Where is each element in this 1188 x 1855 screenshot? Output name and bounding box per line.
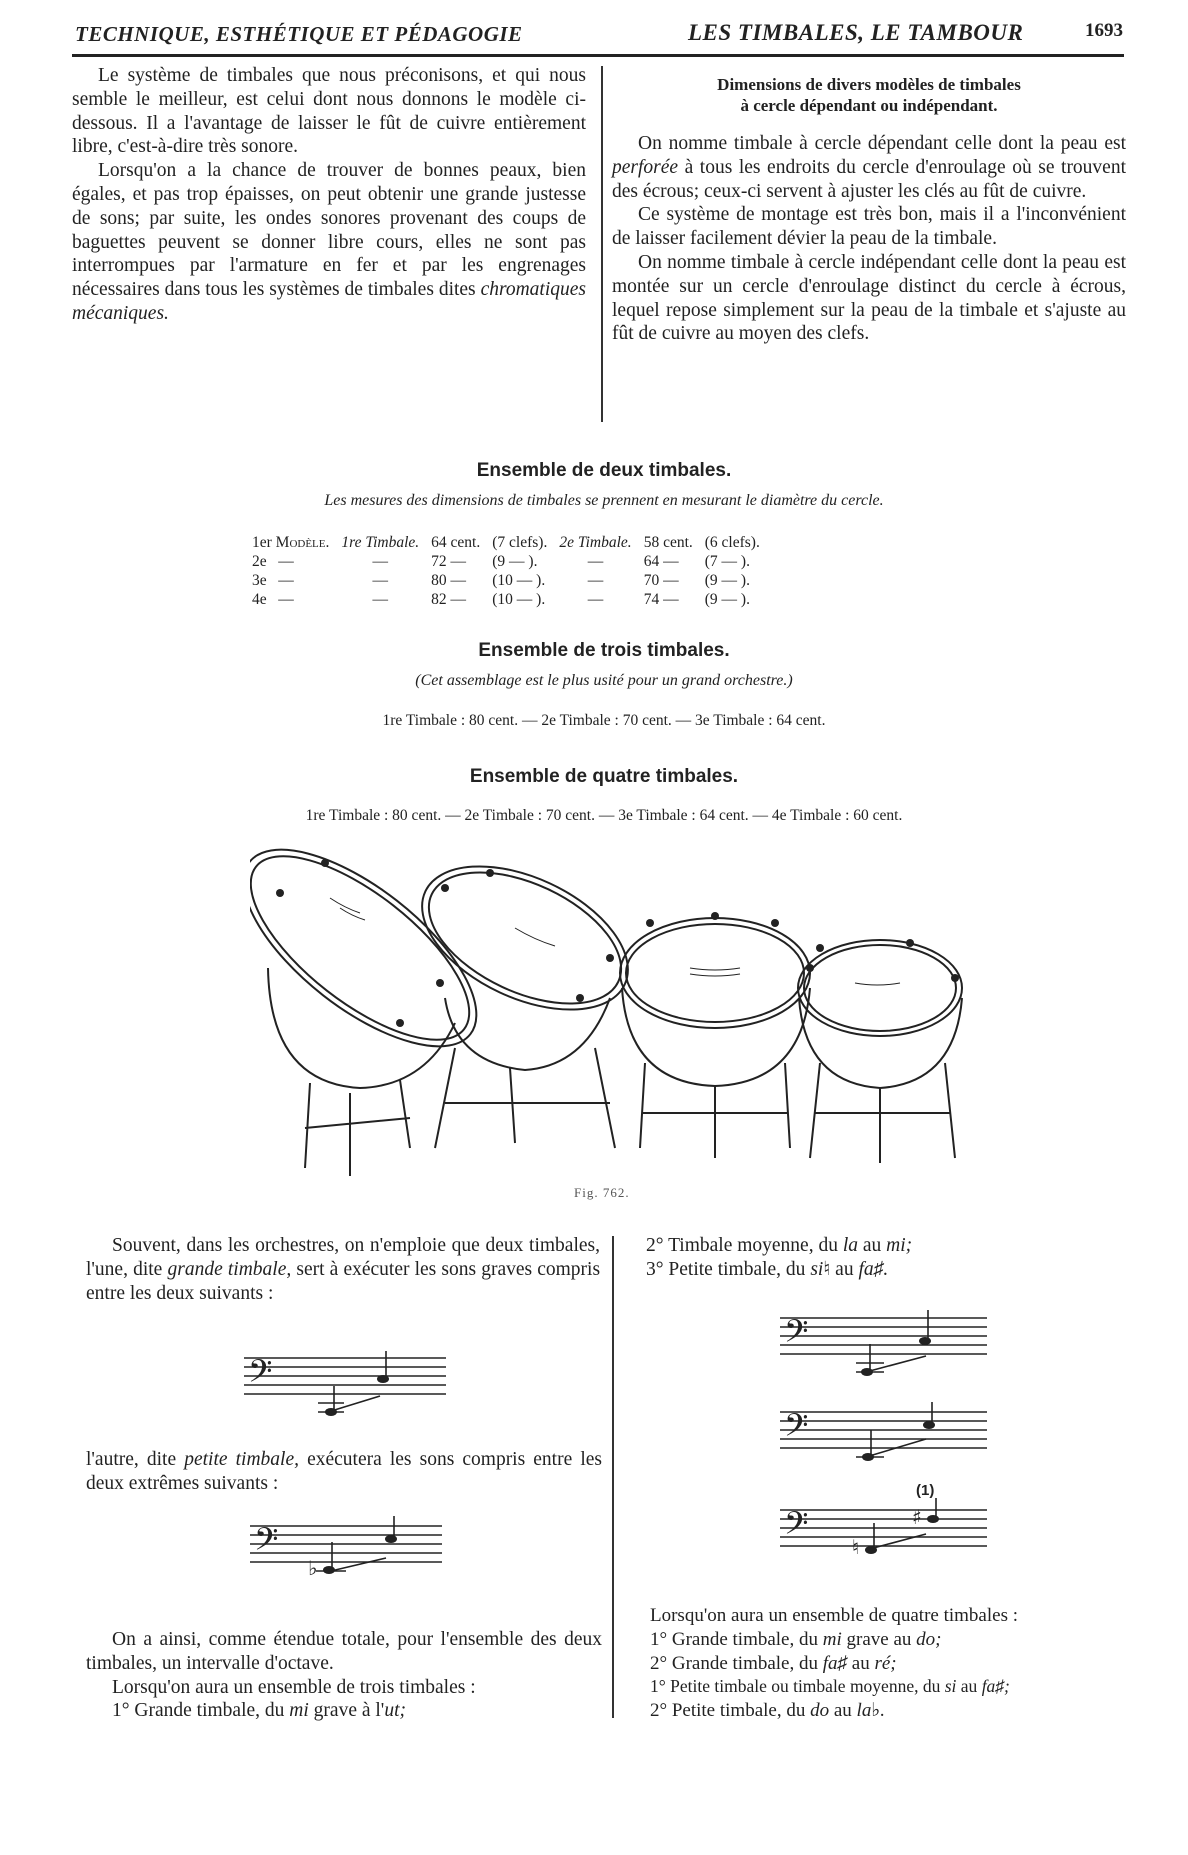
cell: — xyxy=(372,591,389,608)
music-staff-petite-timbale xyxy=(246,1516,446,1586)
cell: (9 — ). xyxy=(704,572,750,589)
left-column-text xyxy=(72,64,586,326)
column-rule xyxy=(612,1236,614,1718)
bottom-left-text xyxy=(86,1234,600,1305)
paragraph: Lorsqu'on aura un ensemble de trois timbales : xyxy=(112,1676,476,1698)
flat-sign-icon: ♭ xyxy=(308,1556,318,1580)
cell: — xyxy=(372,572,389,589)
natural-sign-icon: ♮ xyxy=(852,1535,860,1559)
section-heading: Dimensions de divers modèles de timbales à cercle dépendant ou indépendant. xyxy=(717,75,1021,115)
heading-two-timbales: Ensemble de deux timbales. xyxy=(476,460,732,481)
cell: (6 clefs). xyxy=(704,534,760,551)
cell: 1er Modèle. xyxy=(252,534,330,551)
figure-caption: Fig. 762. xyxy=(574,1185,630,1200)
table-row xyxy=(246,533,766,552)
music-staff-three-3 xyxy=(776,1498,991,1570)
four-timbales-sizes: 1re Timbale : 80 cent. — 2e Timbale : 70 cent. — 3e Timbale : 64 cent. — 4e Timbale : 60 cent. xyxy=(305,807,903,824)
page-number: 1693 xyxy=(1085,20,1123,41)
timpani-drum-3 xyxy=(620,918,810,1158)
table-row xyxy=(246,552,766,571)
cell: (10 — ). xyxy=(492,572,546,589)
cell: (9 — ). xyxy=(704,591,750,608)
paragraph: 1° Grande timbale, du mi grave à l'ut; xyxy=(112,1700,406,1722)
bass-clef-icon: 𝄢 xyxy=(254,1521,279,1565)
cell: 82 — xyxy=(431,591,467,608)
bass-clef-icon: 𝄢 xyxy=(248,1353,273,1397)
bottom-right-text-2 xyxy=(650,1604,1150,1723)
column-rule xyxy=(601,66,603,422)
list-item: 3° Petite timbale, du si♮ au fa♯. xyxy=(646,1258,889,1280)
measurement-note: Les mesures des dimensions de timbales se prennent en mesurant le diamètre du cercle. xyxy=(324,492,884,509)
list-item: 2° Timbale moyenne, du la au mi; xyxy=(646,1235,913,1256)
cell: 72 — xyxy=(431,553,467,570)
cell: (7 — ). xyxy=(704,553,750,570)
cell: 2e Timbale. xyxy=(559,534,632,551)
music-staff-grande-timbale xyxy=(240,1346,450,1418)
table-row xyxy=(246,590,766,609)
timpani-drum-4 xyxy=(798,940,962,1163)
heading-three-timbales: Ensemble de trois timbales. xyxy=(478,640,730,661)
bottom-right-text xyxy=(646,1234,1146,1282)
paragraph: Lorsqu'on aura un ensemble de quatre timbales : xyxy=(650,1605,1019,1626)
bass-clef-icon: 𝄢 xyxy=(784,1505,809,1549)
music-staff-three-1 xyxy=(776,1304,991,1384)
cell: — xyxy=(372,553,389,570)
header-rule xyxy=(72,54,1124,57)
list-item: 2° Petite timbale, du do au la♭. xyxy=(650,1700,886,1722)
right-column xyxy=(612,74,1126,346)
orchestra-note: (Cet assemblage est le plus usité pour un grand orchestre.) xyxy=(415,672,793,689)
paragraph: Lorsqu'on a la chance de trouver de bonnes peaux, bien égales, et pas trop épaisses, on peut obtenir une grande justesse de sons; par suite, les ondes sonores provenant des coups de baguettes peuvent se donner libre cours, elles ne sont pas interrompues par l'armature en fer et par les engrenages nécessaires dans tous les systèmes de timbales dites chromatiques mécaniques. xyxy=(72,160,586,324)
cell: 1re Timbale. xyxy=(341,534,420,551)
list-item: 1° Grande timbale, du mi grave au do; xyxy=(650,1628,942,1650)
list-item: 1° Petite timbale ou timbale moyenne, du si au fa♯; xyxy=(650,1676,1010,1697)
running-head-left: TECHNIQUE, ESTHÉTIQUE ET PÉDAGOGIE xyxy=(75,22,523,46)
bass-clef-icon: 𝄢 xyxy=(784,1313,809,1357)
paragraph: On nomme timbale à cercle indépendant celle dont la peau est montée sur un cercle d'enroulage distinct du cercle à écrous, lequel repose simplement sur la peau de la timbale et s'ajuste au fût de cuivre au moyen des clefs. xyxy=(612,251,1126,345)
paragraph: On nomme timbale à cercle dépendant celle dont la peau est perforée à tous les endroits du cercle d'enroulage où se trouvent des écrous; ceux-ci servent à ajuster les clés au fût de cuivre. xyxy=(612,133,1127,202)
cell: — xyxy=(587,553,604,570)
footnote-mark: (1) xyxy=(916,1482,935,1499)
paragraph: l'autre, dite petite timbale, exécutera les sons compris entre les deux extrêmes suivants : xyxy=(86,1449,603,1494)
cell: 2e — xyxy=(252,553,294,570)
cell: 64 — xyxy=(643,553,679,570)
bottom-left-text-3 xyxy=(86,1628,602,1723)
cell: 70 — xyxy=(643,572,679,589)
timpani-drum-2 xyxy=(400,848,650,1148)
cell: 80 — xyxy=(431,572,467,589)
cell: 74 — xyxy=(643,591,679,608)
cell: 64 cent. xyxy=(431,534,481,551)
cell: — xyxy=(587,591,604,608)
bass-clef-icon: 𝄢 xyxy=(784,1407,809,1451)
cell: (10 — ). xyxy=(492,591,546,608)
running-head-right: LES TIMBALES, LE TAMBOUR xyxy=(688,20,1024,45)
paragraph: Ce système de montage est très bon, mais il a l'inconvénient de laisser facilement dévier la peau de la timbale. xyxy=(612,204,1126,250)
bottom-left-text-2 xyxy=(86,1448,602,1496)
music-staff-three-2 xyxy=(776,1398,991,1476)
sharp-sign-icon: ♯ xyxy=(912,1505,922,1529)
cell: (7 clefs). xyxy=(492,534,548,551)
heading-four-timbales: Ensemble de quatre timbales. xyxy=(469,766,739,787)
cell: — xyxy=(587,572,604,589)
cell: 3e — xyxy=(252,572,294,589)
timpani-illustration xyxy=(250,848,970,1178)
cell: 58 cent. xyxy=(643,534,693,551)
table-row xyxy=(246,571,766,590)
three-timbales-sizes: 1re Timbale : 80 cent. — 2e Timbale : 70 cent. — 3e Timbale : 64 cent. xyxy=(382,712,826,729)
dimensions-table xyxy=(246,533,766,609)
paragraph: Souvent, dans les orchestres, on n'emploie que deux timbales, l'une, dite grande timbale, sert à exécuter les sons graves compris entre les deux suivants : xyxy=(86,1235,601,1304)
list-item: 2° Grande timbale, du fa♯ au ré; xyxy=(650,1652,897,1674)
cell: 4e — xyxy=(252,591,294,608)
cell: (9 — ). xyxy=(492,553,538,570)
timpani-drum-1 xyxy=(250,848,507,1176)
paragraph: Le système de timbales que nous préconisons, et qui nous semble le meilleur, est celui dont nous donnons le modèle ci-dessous. Il a l'avantage de laisser le fût de cuivre entièrement libre, c'est-à-dire très sonore. xyxy=(72,65,586,158)
paragraph: On a ainsi, comme étendue totale, pour l'ensemble des deux timbales, un intervalle d'octave. xyxy=(86,1629,602,1674)
